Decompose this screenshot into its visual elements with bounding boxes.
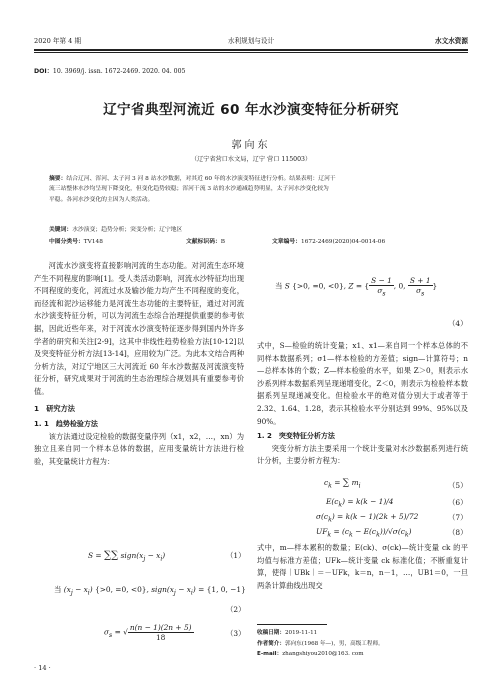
paper-title: 辽宁省典型河流近 60 年水沙演变特征分析研究	[103, 102, 399, 118]
page-number: · 14 ·	[34, 664, 51, 672]
doi-label: DOI：	[34, 68, 53, 75]
header-rule-thin	[34, 52, 468, 53]
section-heading-methods: 1 研究方法	[34, 403, 75, 413]
abstract-line: 流三站整体水沙均呈现下降变化，但变化趋势较稳；浑河干流 3 站的水沙通减趋势明显，太子河水沙变化较为	[49, 186, 329, 193]
author-affiliation: （辽宁省营口水文局，辽宁 营口 115003）	[190, 156, 312, 163]
section-name: 水文水资源	[435, 37, 468, 45]
equation-4: 当 S {>0, =0, <0}, Z = { $\frac{S - 1}{\sigma_s}$ , 0, $\frac{S + 1}{\sigma_s}$ }	[275, 276, 438, 298]
author-bio: 作者简介：郭向东(1968 年—)，男，高级工程师。	[257, 640, 384, 647]
abstract-label: 摘要：	[49, 176, 67, 182]
equation-7-number: （7）	[448, 513, 468, 522]
equation-3: $\sigma_s$ = √ $\frac{n(n - 1)(2n + 5)}{18}$	[104, 623, 192, 642]
article-number: 文章编号：1672-2469(2020)04-0014-06	[272, 239, 386, 245]
equation-6-number: （6）	[448, 498, 468, 507]
doi-value: 10. 3969/j. issn. 1672-2469. 2020. 04. 005	[52, 68, 186, 75]
author-name: 郭向东	[231, 140, 271, 151]
clc-number: 中图分类号：TV148	[49, 239, 103, 245]
running-header	[34, 35, 468, 47]
abstract	[49, 174, 457, 205]
equation-6: $E(c_k) = k(k - 1)/4$	[326, 497, 394, 509]
doi-line	[34, 66, 185, 75]
received-date: 收稿日期：2019-11-11	[257, 630, 318, 636]
equation-2-number: （2）	[226, 605, 246, 614]
footnote	[257, 628, 468, 660]
trend-method-paragraph: 该方法通过设定检验的数据变量序列（x1，x2，…，xn）为独立且来自同一个样本总体的数据，应用变量统计方法进行检验，其变量统计方程为：	[34, 431, 244, 466]
keywords-label: 关键词：	[49, 227, 73, 233]
mutation-method-paragraph: 突变分析方法主要采用一个统计变量对水沙数据系列进行统计分析，主要分析方程为：	[257, 443, 468, 466]
left-column	[34, 260, 244, 469]
document-code: 文献标识码：B	[186, 239, 226, 245]
header-rule-thick	[34, 49, 468, 51]
mutation-variables-paragraph: 式中，m—样本累积的数量；E(ck)、σ(ck)—统计变量 ck 的平均值与标准方差值；UFk—统计变量 ck 标准化值；不断重复计算，使得｜UBk｜＝－UFk，k＝n，n－1，…，UB1＝0，一旦两条计算曲线出现交	[257, 543, 468, 590]
abstract-line: 平稳。各河水沙变化的主因为人类活动。	[49, 196, 154, 203]
issue-label: 2020 年第 4 期	[34, 37, 82, 45]
variables-paragraph: 式中，S—检验的统计变量；x1、x1—来自同一个样本总体的不同样本数据系列；σ1—样本检验的方差值；sign—计算符号；n—总样本体的个数；Z—样本检验的水平，如果 Z＞0，则表示水沙系列样本数据系列呈现递增变化，Z＜0，则表示为检验样本数据系列呈现递减变化。但检验水平的绝对值分别大于或者等于 2.32、1.64、1.28，表示其检验水平分别达到 99%、95%以及 90%。	[257, 341, 468, 426]
subsection-heading-trend: 1. 1 趋势检验方法	[34, 420, 98, 429]
equation-1-number: （1）	[226, 551, 246, 560]
equation-8: $UF_k = (c_k - E(c_k))/√\sigma(c_k)$	[316, 527, 412, 539]
abstract-line: 结合辽河、浑河、太子河 3 河 8 站水沙数据，对其近 60 年的水沙演变特征进行分析。结果表明：辽河干	[66, 176, 336, 182]
equation-2: 当 $(x_j - x_i)$ {>0, =0, <0}, $sign(x_j - x_i) = \{1$, 0, −1}	[54, 585, 246, 597]
equation-5-number: （5）	[448, 481, 468, 490]
footnote-rule	[257, 624, 327, 625]
keywords-value: 水沙演变；趋势分析；突变分析；辽宁地区	[72, 227, 183, 233]
author-email: E-mail：zhangshiyou2010@163. com	[257, 651, 364, 658]
right-column-lower	[257, 542, 468, 592]
journal-name: 水利规划与设计	[227, 37, 275, 45]
equation-4-number: （4）	[448, 319, 468, 328]
equation-8-number: （8）	[448, 528, 468, 537]
equation-1: S = ∑∑ $sign(x_j - x_i)$	[88, 550, 166, 563]
equation-5: $c_k$ = ∑ $m_i$	[324, 478, 361, 490]
equation-7: $\sigma(c_k) = k(k - 1)(2k + 5)/72$	[316, 512, 419, 524]
intro-paragraph: 河流水沙演变将直接影响河流的生态功能。对河流生态环境产生不同程度的影响[1]。受人类活动影响，河流水沙特征均出现不同程度的变化，河流过水及输沙能力均产生不同程度的变化，而径流和泥沙运移能力是河流生态功能的主要特征，通过对河流水沙演变特征分析，可以为河流生态综合治理提供重要的参考依据，因此近些年来，对于河流水沙演变特征逐步得到国内外许多学者的研究和关注[2-9]，这其中非线性趋势检验方法[10-12]以及突变特征分析方法[13-14]，应用较为广泛。为此本文结合两种分析方法，对辽宁地区三大河流近 60 年水沙数据及河流演变特征分析，研究成果对于河流的生态治理综合规划具有重要参考价值。	[34, 261, 244, 396]
subsection-heading-mutation: 1. 2 突变特征分析方法	[257, 432, 335, 441]
keywords	[49, 224, 457, 233]
right-column	[257, 340, 468, 468]
equation-3-number: （3）	[226, 629, 246, 638]
